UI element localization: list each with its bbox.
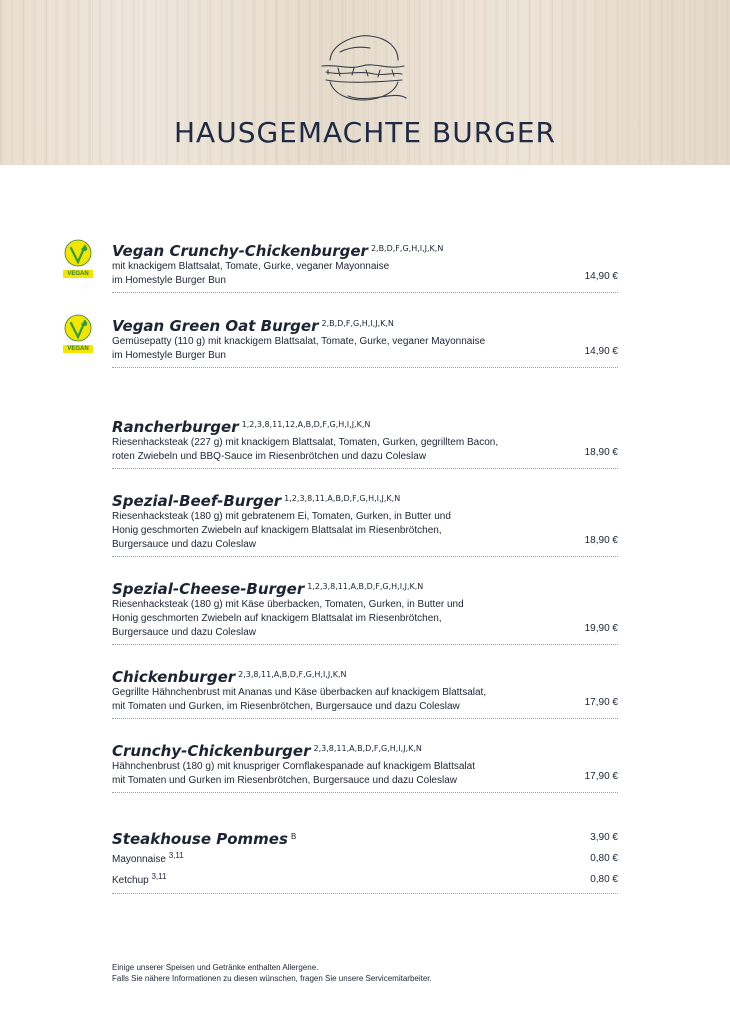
item-price: 14,90 € xyxy=(584,271,618,282)
burger-line-art-icon xyxy=(318,30,408,110)
divider xyxy=(112,893,618,894)
menu-item xyxy=(112,666,618,714)
item-name: Vegan Crunchy-Chickenburger xyxy=(112,242,368,260)
item-allergens: 1,2,3,8,11,A,B,D,F,G,H,I,J,K,N xyxy=(307,582,424,591)
item-name: Rancherburger xyxy=(112,418,239,436)
item-description-line: mit Tomaten und Gurken im Riesenbrötchen, Burgersauce und dazu Coleslaw xyxy=(112,775,457,786)
item-description-line: Riesenhacksteak (180 g) mit Käse überbacken, Tomaten, Gurken, in Butter und xyxy=(112,599,464,610)
item-allergens: 2,B,D,F,G,H,I,J,K,N xyxy=(321,319,394,328)
item-name: Spezial-Cheese-Burger xyxy=(112,580,305,598)
divider xyxy=(112,718,618,719)
menu-item xyxy=(112,490,618,552)
side-allergens: 3,11 xyxy=(168,851,184,860)
item-description-line: Burgersauce und dazu Coleslaw xyxy=(112,627,256,638)
side-row-ketchup xyxy=(112,872,618,886)
item-allergens: 2,3,8,11,A,B,D,F,G,H,I,J,K,N xyxy=(238,670,347,679)
divider xyxy=(112,556,618,557)
divider xyxy=(112,367,618,368)
item-description-line: Honig geschmorten Zwiebeln auf knackigem Blattsalat im Riesenbrötchen, xyxy=(112,525,442,536)
footer-line: Falls Sie nähere Informationen zu diesen wünschen, fragen Sie unsere Servicemitarbeiter. xyxy=(112,974,432,983)
divider xyxy=(112,644,618,645)
side-allergens: 3,11 xyxy=(151,872,167,881)
item-name: Spezial-Beef-Burger xyxy=(112,492,282,510)
item-allergens: 1,2,3,8,11,A,B,D,F,G,H,I,J,K,N xyxy=(284,494,401,503)
menu-item xyxy=(112,740,618,788)
item-description-line: roten Zwiebeln und BBQ-Sauce im Riesenbrötchen und dazu Coleslaw xyxy=(112,451,427,462)
item-description-line: Burgersauce und dazu Coleslaw xyxy=(112,539,256,550)
item-price: 18,90 € xyxy=(584,535,618,546)
item-name: Steakhouse Pommes xyxy=(112,830,288,848)
item-price: 17,90 € xyxy=(584,697,618,708)
side-price: 0,80 € xyxy=(590,853,618,864)
side-row-mayonnaise xyxy=(112,851,618,865)
item-allergens: B xyxy=(290,832,297,841)
item-name: Chickenburger xyxy=(112,668,236,686)
item-description-line: Gemüsepatty (110 g) mit knackigem Blattsalat, Tomate, Gurke, veganer Mayonnaise xyxy=(112,336,486,347)
item-allergens: 2,B,D,F,G,H,I,J,K,N xyxy=(370,244,444,253)
menu-item xyxy=(112,240,618,288)
item-name: Crunchy-Chickenburger xyxy=(112,742,311,760)
vegan-badge-label: VEGAN xyxy=(67,271,89,277)
item-allergens: 1,2,3,8,11,12,A,B,D,F,G,H,I,J,K,N xyxy=(241,420,371,429)
item-description-line: Hähnchenbrust (180 g) mit knuspriger Cornflakespanade auf knackigem Blattsalat xyxy=(112,761,475,772)
item-name: Vegan Green Oat Burger xyxy=(112,317,319,335)
side-name: Mayonnaise xyxy=(112,854,166,865)
item-price: 18,90 € xyxy=(584,447,618,458)
divider xyxy=(112,792,618,793)
menu-item xyxy=(112,578,618,640)
divider xyxy=(112,468,618,469)
footer-line: Einige unserer Speisen und Getränke enthalten Allergene. xyxy=(112,963,319,972)
item-description-line: Riesenhacksteak (180 g) mit gebratenem Ei, Tomaten, Gurken, in Butter und xyxy=(112,511,451,522)
allergen-footer-note xyxy=(112,962,432,984)
page-title: HAUSGEMACHTE BURGER xyxy=(174,116,556,149)
item-allergens: 2,3,8,11,A,B,D,F,G,H,I,J,K,N xyxy=(313,744,422,753)
item-description-line: Riesenhacksteak (227 g) mit knackigem Blattsalat, Tomaten, Gurken, gegrilltem Bacon, xyxy=(112,437,499,448)
header-banner xyxy=(0,0,730,165)
menu-item xyxy=(112,315,618,363)
side-price: 0,80 € xyxy=(590,874,618,885)
item-description-line: mit Tomaten und Gurken, im Riesenbrötchen, Burgersauce und dazu Coleslaw xyxy=(112,701,460,712)
side-name: Ketchup xyxy=(112,875,149,886)
menu-item xyxy=(112,416,618,464)
pommes-item xyxy=(112,828,618,848)
vegan-badge-label: VEGAN xyxy=(67,346,89,352)
item-description-line: Honig geschmorten Zwiebeln auf knackigem Blattsalat im Riesenbrötchen, xyxy=(112,613,442,624)
item-description-line: Gegrillte Hähnchenbrust mit Ananas und Käse überbacken auf knackigem Blattsalat, xyxy=(112,687,487,698)
item-description-line: mit knackigem Blattsalat, Tomate, Gurke, veganer Mayonnaise xyxy=(112,261,390,272)
item-description-line: im Homestyle Burger Bun xyxy=(112,275,226,286)
item-price: 19,90 € xyxy=(584,623,618,634)
item-price: 3,90 € xyxy=(590,832,618,843)
item-price: 14,90 € xyxy=(584,346,618,357)
item-price: 17,90 € xyxy=(584,771,618,782)
item-description-line: im Homestyle Burger Bun xyxy=(112,350,226,361)
divider xyxy=(112,292,618,293)
